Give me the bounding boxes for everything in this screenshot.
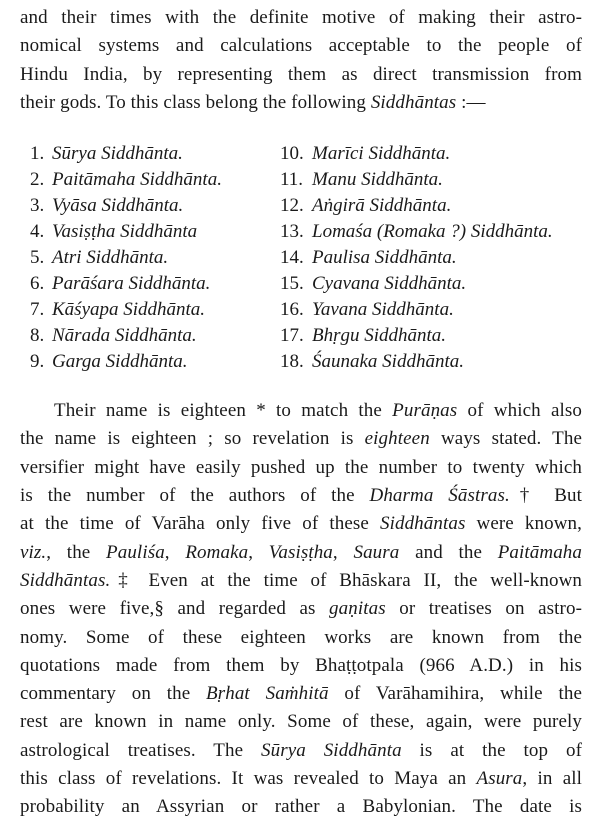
text-segment: or treatises on astro-	[385, 598, 583, 620]
list-number: 5.	[30, 247, 45, 269]
text-segment: of Varāhamihira, while the	[328, 683, 583, 705]
text-segment: the name is eighteen ; so revelation is	[20, 428, 365, 450]
text-segment: ,	[164, 541, 186, 563]
text-line	[20, 89, 582, 117]
list-item	[280, 323, 553, 349]
list-name: Śaunaka Siddhānta.	[312, 351, 464, 373]
text-segment: , the	[46, 541, 107, 563]
italic-term: Purāṇas	[392, 400, 458, 422]
italic-term: Asura	[476, 768, 523, 790]
list-number: 17.	[280, 325, 304, 347]
list-number: 7.	[30, 299, 45, 321]
italic-term: Paitāmaha	[497, 541, 583, 563]
text-segment: † But	[509, 485, 582, 507]
text-line	[20, 567, 582, 595]
siddhanta-list	[20, 141, 582, 373]
text-line	[20, 482, 582, 510]
text-segment: is at the top of	[401, 739, 582, 761]
text-segment: versifier might have easily pushed up the number to twenty which	[20, 456, 582, 478]
italic-term: viz.	[20, 541, 47, 563]
list-number: 1.	[30, 143, 45, 165]
text-line: and their times with the definite motive of making their astro-	[20, 7, 582, 28]
list-name: Parāśara Siddhānta.	[52, 273, 211, 295]
text-line	[20, 425, 582, 453]
text-segment: this class of revelations. It was revealed to Maya an	[20, 768, 477, 790]
list-item	[280, 167, 553, 193]
text-segment: probability an Assyrian or rather a Babylonian. The date is	[20, 796, 582, 818]
text-segment: were known,	[465, 513, 582, 535]
italic-term: Dharma Śāstras.	[369, 485, 510, 507]
list-item	[280, 245, 553, 271]
siddhanta-list-left-column	[30, 141, 222, 375]
text-line	[20, 680, 582, 708]
list-item	[280, 141, 553, 167]
text-segment: , in all	[522, 768, 582, 790]
list-item	[280, 271, 553, 297]
list-number: 8.	[30, 325, 45, 347]
list-item	[30, 141, 222, 167]
list-name: Manu Siddhānta.	[312, 169, 443, 191]
italic-term: Vasiṣṭha	[268, 541, 333, 563]
text-segment: and the	[399, 541, 498, 563]
list-name: Bhṛgu Siddhānta.	[312, 325, 447, 347]
list-item	[30, 167, 222, 193]
text-segment: quotations made from them by Bhaṭṭotpala (966 A.D.) in his	[20, 654, 582, 676]
text-line	[20, 708, 582, 736]
text-segment: ‡ Even at the time of Bhāskara II, the well-known	[110, 569, 582, 591]
italic-term: Bṛhat Saṁhitā	[206, 683, 329, 705]
text-line	[20, 539, 582, 567]
list-item	[280, 349, 553, 375]
text-line	[20, 765, 582, 793]
list-name: Yavana Siddhānta.	[312, 299, 454, 321]
list-name: Nārada Siddhānta.	[52, 325, 197, 347]
text-segment: commentary on the	[20, 683, 207, 705]
list-item	[30, 323, 222, 349]
italic-term: eighteen	[364, 428, 430, 450]
text-segment: astrological treatises. The	[20, 739, 261, 761]
text-line	[20, 454, 582, 482]
italic-term: Siddhāntas.	[20, 569, 111, 591]
text-line	[20, 793, 582, 821]
list-name: Lomaśa (Romaka ?) Siddhānta.	[312, 221, 553, 243]
italic-term: gaṇitas	[329, 598, 386, 620]
list-item	[280, 193, 553, 219]
text-segment: :—	[456, 91, 486, 113]
text-segment: ways stated. The	[429, 428, 582, 450]
list-number: 3.	[30, 195, 45, 217]
text-line: Hindu India, by representing them as direct transmission from	[20, 63, 582, 85]
list-name: Aṅgirā Siddhānta.	[312, 195, 452, 217]
italic-term: Pauliśa	[106, 541, 165, 563]
list-number: 14.	[280, 247, 304, 269]
text-line	[20, 510, 582, 538]
list-number: 10.	[280, 143, 304, 165]
list-item	[30, 193, 222, 219]
list-item	[30, 297, 222, 323]
list-number: 11.	[280, 169, 304, 191]
italic-term: Sūrya Siddhānta	[261, 739, 402, 761]
list-name: Marīci Siddhānta.	[312, 143, 451, 165]
siddhanta-list-right-column	[280, 141, 553, 375]
list-name: Cyavana Siddhānta.	[312, 273, 467, 295]
list-name: Atri Siddhānta.	[52, 247, 169, 269]
text-segment: of which also	[457, 400, 582, 422]
list-item	[280, 297, 553, 323]
list-name: Kāśyapa Siddhānta.	[52, 299, 206, 321]
italic-term: Romaka	[185, 541, 249, 563]
list-name: Garga Siddhānta.	[52, 351, 188, 373]
text-segment: ,	[248, 541, 269, 563]
italic-term: Siddhāntas	[370, 91, 457, 113]
list-number: 9.	[30, 351, 45, 373]
text-line	[20, 624, 582, 652]
list-name: Sūrya Siddhānta.	[52, 143, 183, 165]
list-name: Paulisa Siddhānta.	[312, 247, 457, 269]
list-item	[30, 349, 222, 375]
list-number: 4.	[30, 221, 45, 243]
list-number: 12.	[280, 195, 304, 217]
text-segment: at the time of Varāha only five of these	[20, 513, 380, 535]
text-segment: is the number of the authors of the	[20, 485, 370, 507]
list-item	[30, 245, 222, 271]
text-line	[20, 652, 582, 680]
intro-paragraph	[20, 4, 582, 117]
list-item	[280, 219, 553, 245]
list-item	[30, 271, 222, 297]
document-page	[20, 4, 582, 822]
list-name: Paitāmaha Siddhānta.	[52, 169, 222, 191]
list-number: 6.	[30, 273, 45, 295]
list-number: 18.	[280, 351, 304, 373]
list-number: 2.	[30, 169, 45, 191]
italic-term: Siddhāntas	[380, 513, 466, 535]
text-line: nomical systems and calculations acceptable to the people of	[20, 35, 582, 57]
list-number: 15.	[280, 273, 304, 295]
main-paragraph	[20, 397, 582, 821]
text-segment: rest are known in name only. Some of these, again, were purely	[20, 711, 582, 733]
text-segment: their gods. To this class belong the following	[20, 91, 366, 113]
italic-term: Saura	[353, 541, 400, 563]
text-line	[20, 397, 582, 425]
text-segment: ,	[332, 541, 354, 563]
list-item	[30, 219, 222, 245]
list-name: Vyāsa Siddhānta.	[52, 195, 184, 217]
text-segment: ones were five,§ and regarded as	[20, 598, 330, 620]
list-number: 16.	[280, 299, 304, 321]
list-name: Vasiṣṭha Siddhānta	[52, 221, 198, 243]
text-segment: nomy. Some of these eighteen works are known from the	[20, 626, 582, 648]
text-segment: Their name is eighteen * to match the	[54, 400, 393, 422]
text-line	[20, 737, 582, 765]
list-number: 13.	[280, 221, 304, 243]
text-line	[20, 595, 582, 623]
